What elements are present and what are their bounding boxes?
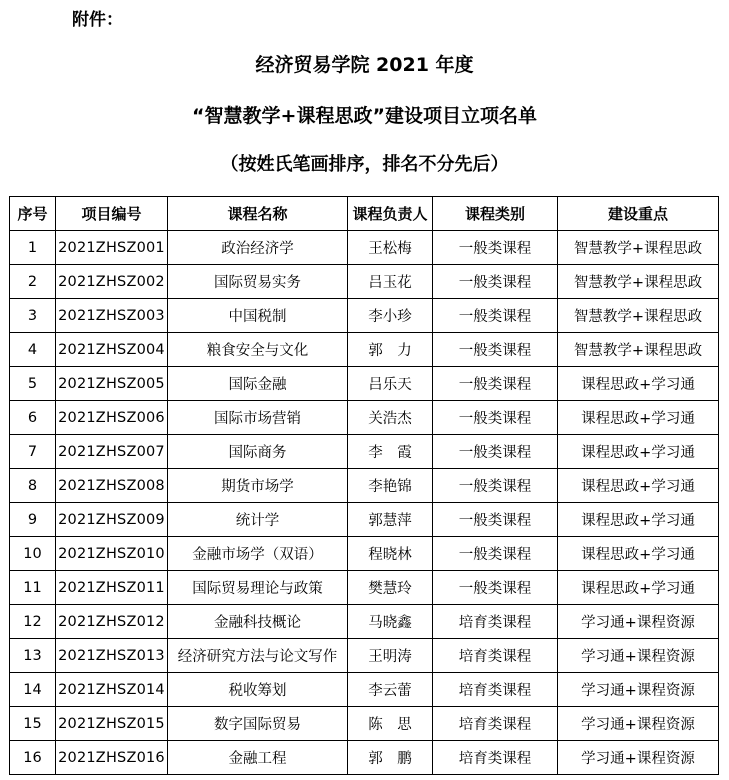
- cell-course-lead: 程晓林: [348, 537, 433, 571]
- table-row: [10, 503, 719, 537]
- column-header-course-category: 课程类别: [433, 197, 558, 231]
- column-header-course-name: 课程名称: [168, 197, 348, 231]
- cell-course-name: 政治经济学: [168, 231, 348, 265]
- cell-course-category: 培育类课程: [433, 605, 558, 639]
- cell-index: 16: [10, 741, 56, 775]
- table-row: [10, 469, 719, 503]
- cell-course-category: 一般类课程: [433, 469, 558, 503]
- table-row: [10, 333, 719, 367]
- column-header-course-lead: 课程负责人: [348, 197, 433, 231]
- cell-course-category: 培育类课程: [433, 639, 558, 673]
- cell-course-lead: 李小珍: [348, 299, 433, 333]
- cell-project-code: 2021ZHSZ005: [56, 367, 168, 401]
- cell-course-category: 一般类课程: [433, 265, 558, 299]
- cell-focus: 课程思政+学习通: [558, 435, 719, 469]
- cell-focus: 学习通+课程资源: [558, 673, 719, 707]
- cell-project-code: 2021ZHSZ006: [56, 401, 168, 435]
- cell-index: 7: [10, 435, 56, 469]
- cell-focus: 课程思政+学习通: [558, 367, 719, 401]
- cell-focus: 智慧教学+课程思政: [558, 299, 719, 333]
- cell-course-category: 一般类课程: [433, 367, 558, 401]
- cell-focus: 学习通+课程资源: [558, 741, 719, 775]
- cell-focus: 学习通+课程资源: [558, 707, 719, 741]
- cell-course-name: 粮食安全与文化: [168, 333, 348, 367]
- cell-course-lead: 郭 鹏: [348, 741, 433, 775]
- cell-project-code: 2021ZHSZ012: [56, 605, 168, 639]
- cell-course-lead: 王松梅: [348, 231, 433, 265]
- project-list-table: [9, 196, 719, 775]
- cell-course-name: 统计学: [168, 503, 348, 537]
- cell-course-category: 一般类课程: [433, 435, 558, 469]
- cell-focus: 课程思政+学习通: [558, 401, 719, 435]
- cell-index: 10: [10, 537, 56, 571]
- cell-project-code: 2021ZHSZ013: [56, 639, 168, 673]
- cell-course-name: 金融工程: [168, 741, 348, 775]
- column-header-index: 序号: [10, 197, 56, 231]
- cell-course-category: 一般类课程: [433, 401, 558, 435]
- cell-project-code: 2021ZHSZ015: [56, 707, 168, 741]
- cell-index: 15: [10, 707, 56, 741]
- cell-course-lead: 吕玉花: [348, 265, 433, 299]
- cell-course-category: 一般类课程: [433, 503, 558, 537]
- cell-course-lead: 郭 力: [348, 333, 433, 367]
- cell-index: 5: [10, 367, 56, 401]
- table-body: [10, 231, 719, 775]
- cell-course-lead: 樊慧玲: [348, 571, 433, 605]
- cell-index: 4: [10, 333, 56, 367]
- cell-course-name: 中国税制: [168, 299, 348, 333]
- cell-project-code: 2021ZHSZ009: [56, 503, 168, 537]
- cell-course-category: 一般类课程: [433, 333, 558, 367]
- table-row: [10, 707, 719, 741]
- cell-course-category: 一般类课程: [433, 299, 558, 333]
- cell-course-name: 金融市场学（双语）: [168, 537, 348, 571]
- cell-index: 13: [10, 639, 56, 673]
- cell-course-lead: 王明涛: [348, 639, 433, 673]
- table-row: [10, 741, 719, 775]
- cell-focus: 智慧教学+课程思政: [558, 333, 719, 367]
- table-row: [10, 673, 719, 707]
- cell-index: 11: [10, 571, 56, 605]
- cell-focus: 智慧教学+课程思政: [558, 231, 719, 265]
- table-row: [10, 299, 719, 333]
- table-row: [10, 537, 719, 571]
- cell-course-name: 税收筹划: [168, 673, 348, 707]
- cell-index: 6: [10, 401, 56, 435]
- table-row: [10, 435, 719, 469]
- cell-course-lead: 关浩杰: [348, 401, 433, 435]
- cell-course-name: 国际金融: [168, 367, 348, 401]
- cell-course-name: 经济研究方法与论文写作: [168, 639, 348, 673]
- table-header-row: [10, 197, 719, 231]
- table-row: [10, 367, 719, 401]
- table-row: [10, 265, 719, 299]
- cell-index: 9: [10, 503, 56, 537]
- cell-course-lead: 马晓鑫: [348, 605, 433, 639]
- column-header-project-code: 项目编号: [56, 197, 168, 231]
- cell-focus: 课程思政+学习通: [558, 503, 719, 537]
- cell-course-category: 一般类课程: [433, 537, 558, 571]
- cell-course-lead: 李云蕾: [348, 673, 433, 707]
- table-row: [10, 605, 719, 639]
- table-row: [10, 571, 719, 605]
- column-header-focus: 建设重点: [558, 197, 719, 231]
- cell-project-code: 2021ZHSZ004: [56, 333, 168, 367]
- cell-course-lead: 吕乐天: [348, 367, 433, 401]
- cell-course-category: 培育类课程: [433, 741, 558, 775]
- cell-course-category: 培育类课程: [433, 673, 558, 707]
- document-title-line2: “智慧教学+课程思政”建设项目立项名单: [192, 105, 537, 127]
- cell-focus: 学习通+课程资源: [558, 639, 719, 673]
- table-row: [10, 401, 719, 435]
- cell-course-name: 数字国际贸易: [168, 707, 348, 741]
- cell-course-category: 一般类课程: [433, 231, 558, 265]
- cell-project-code: 2021ZHSZ014: [56, 673, 168, 707]
- cell-course-name: 国际贸易实务: [168, 265, 348, 299]
- cell-focus: 课程思政+学习通: [558, 469, 719, 503]
- cell-course-name: 国际商务: [168, 435, 348, 469]
- cell-index: 14: [10, 673, 56, 707]
- cell-project-code: 2021ZHSZ010: [56, 537, 168, 571]
- cell-index: 8: [10, 469, 56, 503]
- cell-project-code: 2021ZHSZ011: [56, 571, 168, 605]
- table-row: [10, 639, 719, 673]
- cell-course-category: 一般类课程: [433, 571, 558, 605]
- cell-project-code: 2021ZHSZ008: [56, 469, 168, 503]
- cell-index: 3: [10, 299, 56, 333]
- cell-course-lead: 李艳锦: [348, 469, 433, 503]
- cell-project-code: 2021ZHSZ002: [56, 265, 168, 299]
- cell-project-code: 2021ZHSZ003: [56, 299, 168, 333]
- cell-focus: 智慧教学+课程思政: [558, 265, 719, 299]
- cell-course-category: 培育类课程: [433, 707, 558, 741]
- cell-focus: 课程思政+学习通: [558, 537, 719, 571]
- table-row: [10, 231, 719, 265]
- cell-course-name: 国际市场营销: [168, 401, 348, 435]
- cell-project-code: 2021ZHSZ001: [56, 231, 168, 265]
- document-title: 经济贸易学院 2021 年度: [255, 54, 474, 76]
- cell-index: 12: [10, 605, 56, 639]
- cell-course-name: 期货市场学: [168, 469, 348, 503]
- document-subtitle: （按姓氏笔画排序，排名不分先后）: [220, 154, 509, 175]
- cell-course-lead: 李 霞: [348, 435, 433, 469]
- cell-course-lead: 郭慧萍: [348, 503, 433, 537]
- cell-course-name: 金融科技概论: [168, 605, 348, 639]
- cell-project-code: 2021ZHSZ016: [56, 741, 168, 775]
- cell-index: 2: [10, 265, 56, 299]
- cell-course-lead: 陈 思: [348, 707, 433, 741]
- cell-index: 1: [10, 231, 56, 265]
- attachment-label: 附件：: [72, 10, 123, 30]
- cell-focus: 课程思政+学习通: [558, 571, 719, 605]
- cell-focus: 学习通+课程资源: [558, 605, 719, 639]
- cell-course-name: 国际贸易理论与政策: [168, 571, 348, 605]
- cell-project-code: 2021ZHSZ007: [56, 435, 168, 469]
